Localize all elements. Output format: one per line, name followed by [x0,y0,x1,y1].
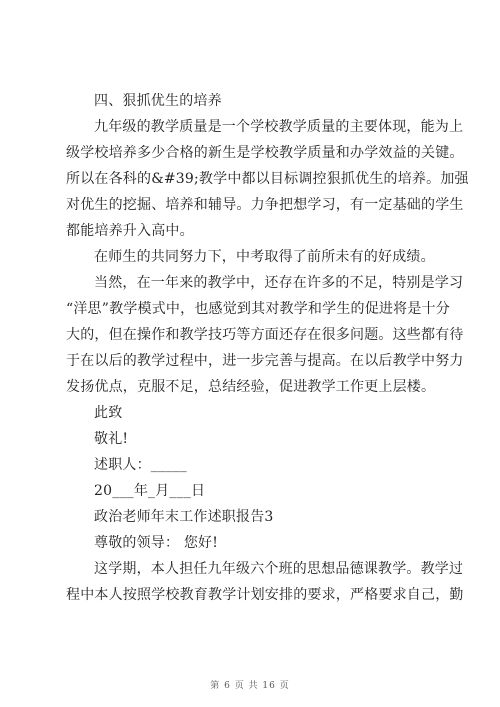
text-line: 级学校培养多少合格的新生是学校教学质量和办学效益的关键。 [66,145,464,161]
text-line: 四、狠抓优生的培养 [94,93,222,109]
text-line: 九年级的教学质量是一个学校教学质量的主要体现，能为上 [94,119,464,135]
text-line: 对优生的挖掘、培养和辅导。力争把想学习，有一定基础的学生 [66,197,464,213]
document-body [66,88,469,608]
text-line: 述职人：_____ [94,457,187,473]
text-line: 敬礼! [94,431,129,447]
text-line: 当然，在一年来的教学中，还存在许多的不足，特别是学习 [94,275,464,291]
text-line: 此致 [94,405,123,421]
text-line: 20___年_月___日 [94,483,206,499]
text-line: 这学期，本人担任九年级六个班的思想品德课教学。教学过 [94,561,464,577]
text-line: 政治老师年末工作述职报告3 [94,509,274,525]
text-line: 尊敬的领导： 您好! [94,535,219,551]
page-footer: 第 6 页 共 16 页 [210,681,290,691]
text-line: 在师生的共同努力下，中考取得了前所未有的好成绩。 [94,249,435,265]
text-line: 所以在各科的&#39;教学中都以目标调控狠抓优生的培养。加强 [66,171,469,187]
text-line: 大的，但在操作和教学技巧等方面还存在很多问题。这些都有待 [66,327,464,343]
text-line: 程中本人按照学校教育教学计划安排的要求，严格要求自己，勤 [66,587,464,603]
text-line: 发扬优点，克服不足，总结经验，促进教学工作更上层楼。 [66,379,436,395]
text-line: “洋思”教学模式中，也感觉到其对教学和学生的促进将是十分 [66,301,450,317]
text-line: 于在以后的教学过程中，进一步完善与提高。在以后教学中努力 [66,353,464,369]
text-line: 都能培养升入高中。 [66,223,194,239]
